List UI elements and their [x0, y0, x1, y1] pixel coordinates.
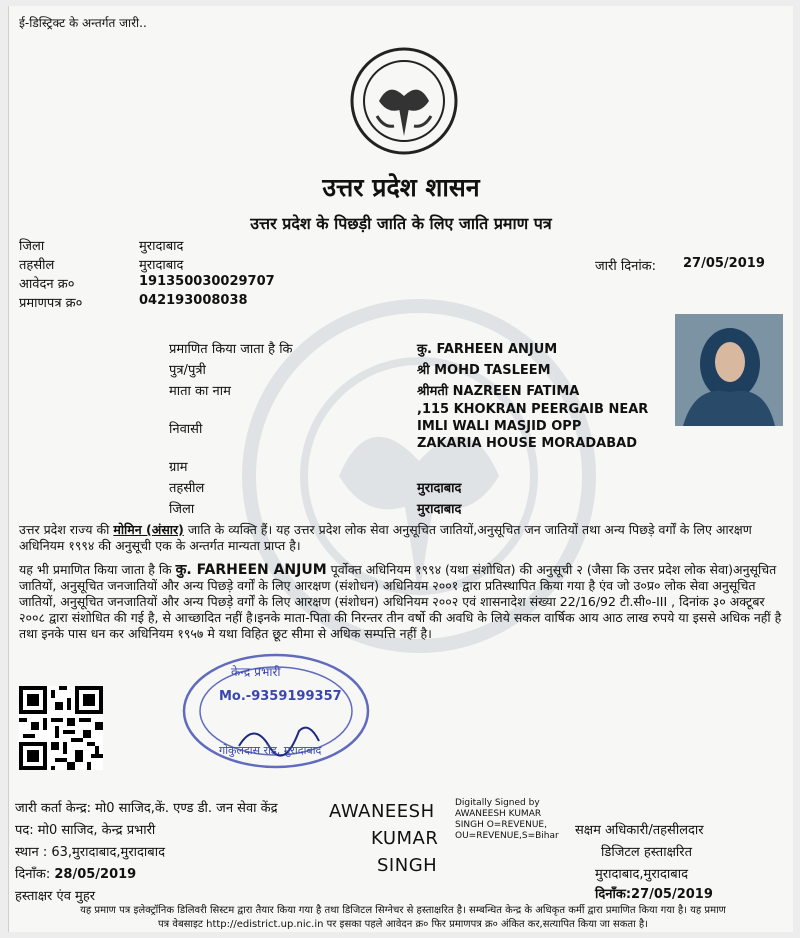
detail-label-certify: प्रमाणित किया जाता है कि: [169, 342, 293, 357]
stamp-mobile-text: Mo.-9359199357: [219, 689, 342, 704]
detail-label-resident: निवासी: [169, 422, 203, 437]
up-emblem-icon: [349, 46, 459, 156]
detail-value-address-3: ZAKARIA HOUSE MORADABAD: [417, 436, 637, 451]
signer-name-1: AWANEESH: [329, 801, 435, 822]
detail-value-address-1: ,115 KHOKRAN PEERGAIB NEAR: [417, 402, 649, 417]
sign-seal-label: हस्ताक्षर एंव मुहर: [15, 889, 96, 904]
person-photo-icon: [675, 314, 783, 426]
qr-code-icon: [19, 686, 103, 770]
detail-label-mother: माता का नाम: [169, 384, 231, 399]
digital-sig-line-1: Digitally Signed by: [455, 798, 540, 808]
verification-note-line-2: पत्र वेबसाइट http://edistrict.up.nic.in पर इसका पहले आवेदन क्र० फिर प्रमाणपत्र क्र० अंकित कर,सत्यापित किया जा सकता है।: [158, 919, 648, 930]
detail-value-tehsil: मुरादाबाद: [417, 481, 462, 496]
meta-label-certificate-no: प्रमाणपत्र क्र०: [19, 296, 83, 311]
authority-date: दिनाँक:27/05/2019: [595, 887, 713, 902]
detail-value-name: कु. FARHEEN ANJUM: [417, 342, 558, 357]
detail-label-district: जिला: [169, 502, 195, 517]
detail-value-address-2: IMLI WALI MASJID OPP: [417, 419, 582, 434]
page-subtitle: उत्तर प्रदेश के पिछड़ी जाति के लिए जाति प्रमाण पत्र: [250, 214, 552, 233]
para2-start: यह भी प्रमाणित किया जाता है कि: [19, 562, 176, 577]
meta-value-tehsil: मुरादाबाद: [139, 258, 184, 273]
para2-rest: पूर्वोक्त अधिनियम १९९४ (यथा संशोधित) की अनुसूची २ (जैसा कि उत्तर प्रदेश लोक सेवा)अनुसूचित जातियों, अनुसूचित जनजातियों और अन्य पिछड़े वर्गों के लिए आरक्षण (संशोधन) अधिनियम २००१ द्वारा प्रतिस्थापित किया गया है एंव जो उ०प्र० लोक सेवा अनुसूचित जातियों, अनुसूचित जनजातियों और अन्य पिछड़े वर्गों के लिए आरक्षण (संशोधन) अधिनियम २००२ एवं शासनादेश संख्या 22/16/92 टी.सी०-III , दिनांक ३० अक्टूबर २००८ द्वारा संशोधित की गई है, से आच्छादित नहीं है।इनके माता-पिता की निरन्तर तीन वर्षो की अवधि के लिये सकल वार्षिक आय आठ लाख रुपये या इससे अधिक नहीं है तथा इनके पास धन कर अधिनियम १९५७ मे यथा विहित छूट सीमा से अधिक सम्पत्ति नहीं है।: [19, 562, 782, 641]
verification-note-line-1: यह प्रमाण पत्र इलेक्ट्रॉनिक डिलिवरी सिस्टम द्वारा तैयार किया गया है तथा डिजिटल सिग्नेचर से हस्ताक्षरित है। सम्बन्धित केन्द्र के अधिकृत कर्मी द्वारा प्रमाणित किया गया है। यह प्रमाण: [80, 905, 726, 916]
paragraph-caste: [19, 522, 787, 554]
signer-name-2: KUMAR: [371, 828, 439, 849]
applicant-photo: [675, 314, 783, 426]
page-title: उत्तर प्रदेश शासन: [322, 173, 480, 202]
issuer-date-value: 28/05/2019: [54, 867, 137, 882]
meta-value-application-no: 191350030029707: [139, 274, 275, 289]
detail-label-child-of: पुत्र/पुत्री: [169, 363, 206, 378]
authority-place: मुरादाबाद,मुरादाबाद: [595, 867, 688, 882]
meta-label-application-no: आवेदन क्र०: [19, 277, 75, 292]
para1-start: उत्तर प्रदेश राज्य की: [19, 522, 114, 537]
issuer-place: स्थान : 63,मुरादाबाद,मुरादाबाद: [15, 845, 165, 860]
meta-value-certificate-no: 042193008038: [139, 293, 248, 308]
detail-label-village: ग्राम: [169, 460, 188, 475]
authority-title: सक्षम अधिकारी/तहसीलदार: [575, 823, 704, 838]
issue-date-label: जारी दिनांक:: [595, 259, 657, 274]
detail-value-father: श्री MOHD TASLEEM: [417, 363, 551, 378]
authority-sign: डिजिटल हस्ताक्षरित: [601, 845, 692, 860]
para1-rest: जाति के व्यक्ति हैं। यह उत्तर प्रदेश लोक सेवा अनुसूचित जातियों,अनुसूचित जन जातियों तथा अन्य पिछड़े वर्गों के लिए आरक्षण अधिनियम १९९४ की अनुसूची एक के अन्तर्गत मान्यता प्राप्त है।: [19, 522, 752, 553]
digital-sig-line-3: SINGH O=REVENUE,: [455, 820, 547, 830]
certificate-page: [8, 6, 793, 932]
verification-note: [17, 904, 789, 932]
meta-label-district: जिला: [19, 239, 45, 254]
issuer-post: पद: मो0 साजिद, केन्द्र प्रभारी: [15, 823, 156, 838]
meta-label-tehsil: तहसील: [19, 258, 55, 273]
header-note: ई-डिस्ट्रिक्ट के अन्तर्गत जारी..: [19, 16, 147, 30]
para2-applicant-name: कु. FARHEEN ANJUM: [175, 562, 327, 578]
meta-value-district: मुरादाबाद: [139, 239, 184, 254]
stamp-top-text: केन्द्र प्रभारी: [231, 665, 281, 679]
detail-value-mother: श्रीमती NAZREEN FATIMA: [417, 384, 580, 399]
issuer-date-label: दिनाँक:: [15, 867, 51, 882]
issuer-center: जारी कर्ता केन्द्र: मो0 साजिद,कें. एण्ड डी. जन सेवा केंद्र: [15, 801, 278, 816]
caste-name: मोमिन (अंसार): [113, 522, 184, 537]
detail-label-tehsil: तहसील: [169, 481, 205, 496]
official-stamp: [179, 651, 374, 771]
digital-sig-line-4: OU=REVENUE,S=Bihar: [455, 831, 559, 841]
paragraph-creamy-layer: [19, 562, 787, 642]
digital-sig-line-2: AWANEESH KUMAR: [455, 809, 542, 819]
digital-signature-info: [455, 798, 559, 842]
stamp-bottom-text: गोकुलदास रोड, मुरादाबाद: [219, 744, 322, 757]
signer-name-3: SINGH: [377, 855, 438, 876]
detail-value-district: मुरादाबाद: [417, 502, 462, 517]
issue-date-value: 27/05/2019: [683, 256, 765, 271]
issuer-date: [15, 864, 136, 882]
